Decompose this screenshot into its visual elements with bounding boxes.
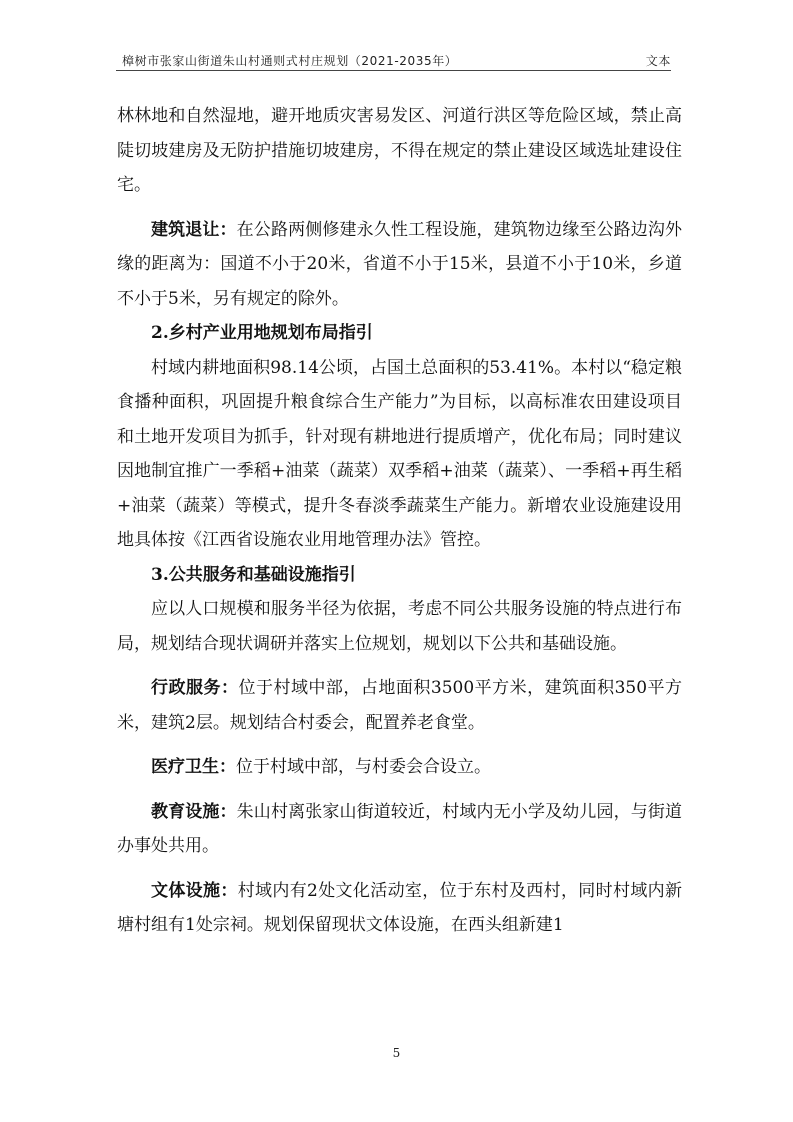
paragraph-education [117,795,682,864]
page-number: 5 [392,1046,401,1060]
medical-text: 位于村域中部，与村委会合设立。 [236,757,491,777]
section-heading-industry-land: 2.乡村产业用地规划布局指引 [151,323,373,343]
paragraph-farmland: 村域内耕地面积98.14公顷，占国土总面积的53.41%。本村以“稳定粮食播种面积，巩固提升粮食综合生产能力”为目标，以高标准农田建设项目和土地开发项目为抓手，针对现有耕地进行提质增产，优化布局；同时建议因地制宜推广一季稻+油菜（蔬菜）双季稻+油菜（蔬菜）、一季稻+再生稻+油菜（蔬菜）等模式，提升冬春淡季蔬菜生产能力。新增农业设施建设用地具体按《江西省设施农业用地管理办法》管控。 [117,357,682,550]
term-culture-sports: 文体设施： [151,880,238,901]
section-heading-public-services: 3.公共服务和基础设施指引 [151,564,356,585]
paragraph-culture-sports [117,874,682,943]
header-divider [116,70,671,71]
document-body [117,99,682,943]
building-setback-text: 在公路两侧修建永久性工程设施，建筑物边缘至公路边沟外缘的距离为：国道不小于20米，省道不小于15米，县道不小于10米，乡道不小于5米，另有规定的除外。 [117,219,683,309]
education-text: 朱山村离张家山街道较近，村域内无小学及幼儿园，与街道办事处共用。 [117,801,683,856]
term-education: 教育设施： [151,801,237,822]
paragraph-continued: 林林地和自然湿地，避开地质灾害易发区、河道行洪区等危险区域，禁止高陡切坡建房及无防护措施切坡建房，不得在规定的禁止建设区域选址建设住宅。 [117,106,682,195]
page-header [116,52,671,72]
paragraph-building-setback [117,213,682,317]
header-title: 樟树市张家山街道朱山村通则式村庄规划（2021-2035年） [122,54,458,68]
paragraph-public-services-intro: 应以人口规模和服务半径为依据，考虑不同公共服务设施的特点进行布局，规划结合现状调研并落实上位规划，规划以下公共和基础设施。 [117,599,682,654]
paragraph-medical [117,750,682,785]
term-medical: 医疗卫生： [151,757,236,777]
term-building-setback: 建筑退让： [151,219,237,240]
culture-sports-text: 村域内有2处文化活动室，位于东村及西村，同时村域内新塘村组有1处宗祠。规划保留现状文体设施，在西头组新建1 [117,880,682,935]
header-doc-type: 文本 [645,54,671,68]
administrative-text: 位于村域中部，占地面积3500平方米，建筑面积350平方米，建筑2层。规划结合村委会，配置养老食堂。 [117,678,683,733]
paragraph-administrative [117,671,682,740]
term-administrative: 行政服务： [151,678,239,698]
